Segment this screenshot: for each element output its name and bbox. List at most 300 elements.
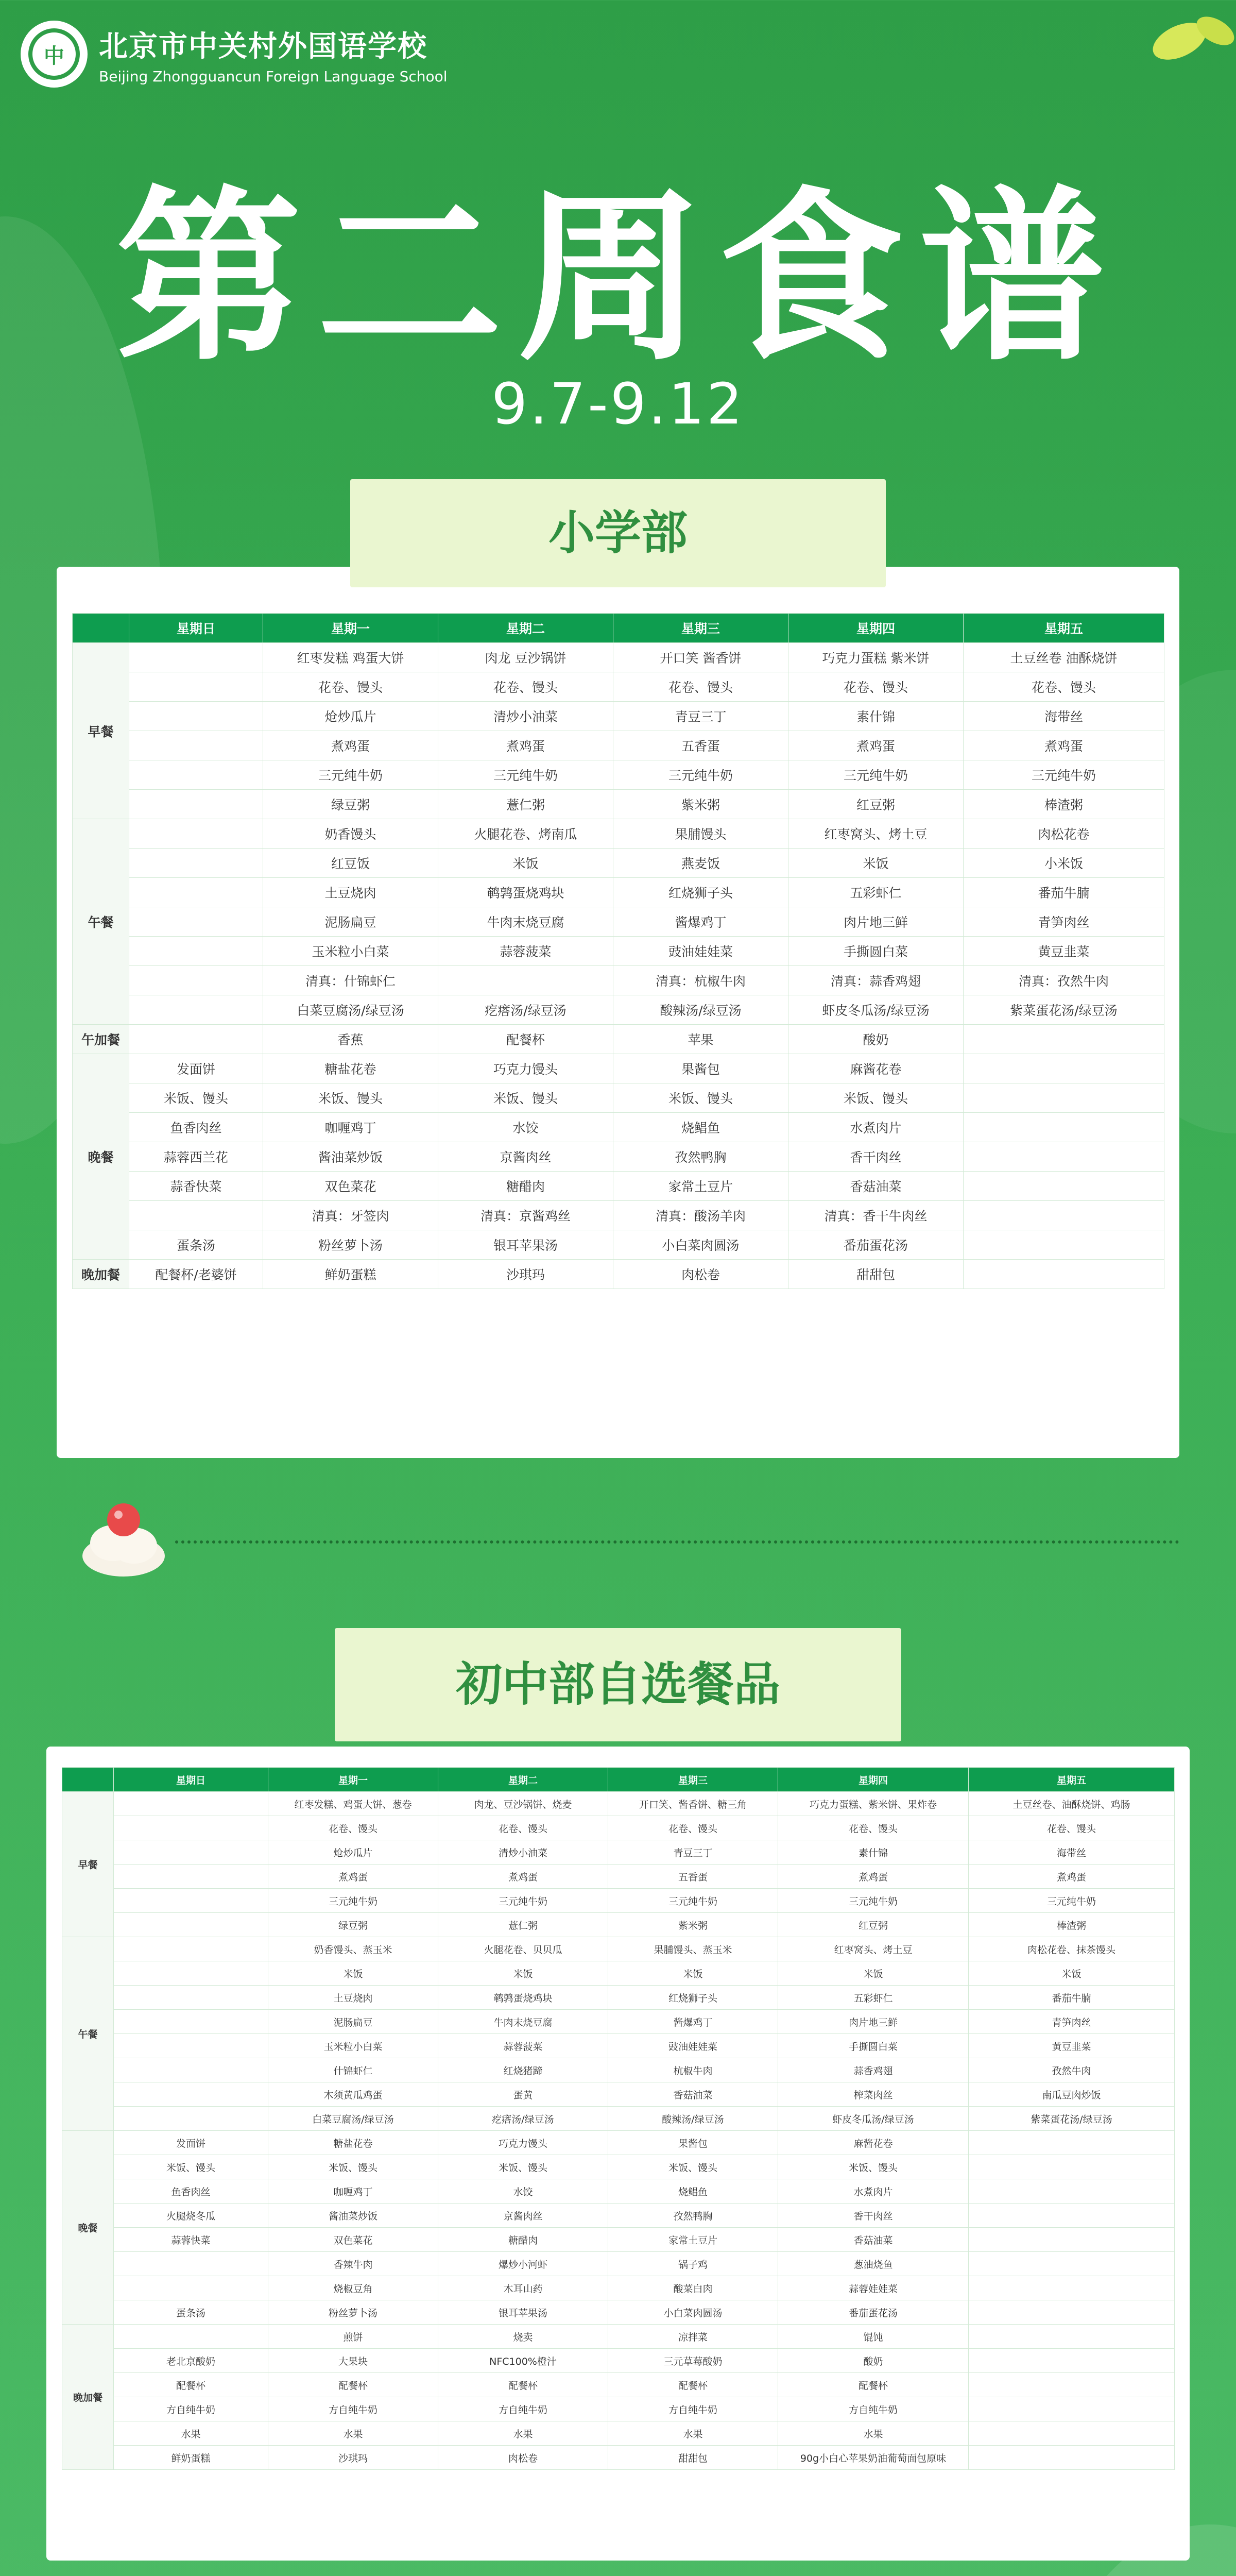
menu-cell xyxy=(129,937,263,966)
table-row xyxy=(73,643,1164,672)
menu-cell: 牛肉末烧豆腐 xyxy=(438,907,613,937)
menu-cell: 米饭、馒头 xyxy=(608,2155,778,2179)
menu-cell: 青豆三丁 xyxy=(613,702,788,731)
menu-cell: 咖喱鸡丁 xyxy=(263,1113,438,1142)
header-cell-day: 星期一 xyxy=(263,614,438,643)
table-row xyxy=(62,2179,1175,2204)
header-cell-blank xyxy=(62,1768,114,1792)
menu-cell: 豉油娃娃菜 xyxy=(613,937,788,966)
menu-cell: 京酱肉丝 xyxy=(438,2204,608,2228)
menu-cell: 米饭 xyxy=(268,1961,438,1986)
menu-cell: 香干肉丝 xyxy=(778,2204,969,2228)
menu-cell: 木须黄瓜鸡蛋 xyxy=(268,2082,438,2107)
meal-label: 晚餐 xyxy=(62,2131,114,2325)
menu-cell: 银耳苹果汤 xyxy=(438,2300,608,2325)
table-row xyxy=(62,2155,1175,2179)
menu-cell: 果酱包 xyxy=(613,1054,788,1083)
menu-cell: 番茄蛋花汤 xyxy=(788,1230,964,1260)
menu-cell: 南瓜豆肉炒饭 xyxy=(969,2082,1175,2107)
menu-cell: 水煮肉片 xyxy=(788,1113,964,1142)
menu-cell: 奶香馒头 xyxy=(263,819,438,849)
menu-cell: 鲜奶蛋糕 xyxy=(114,2446,268,2470)
meal-label: 晚加餐 xyxy=(73,1260,129,1289)
menu-cell: 清真：什锦虾仁 xyxy=(263,966,438,995)
menu-cell: 果脯馒头 xyxy=(613,819,788,849)
menu-cell: 酱油菜炒饭 xyxy=(263,1142,438,1172)
menu-cell: 肉松卷 xyxy=(438,2446,608,2470)
menu-cell: 燕麦饭 xyxy=(613,849,788,878)
menu-cell: 五香蛋 xyxy=(613,731,788,760)
menu-cell: 清真：孜然牛肉 xyxy=(964,966,1164,995)
menu-cell: 红豆饭 xyxy=(263,849,438,878)
table-row xyxy=(62,2397,1175,2421)
menu-cell: 炝炒瓜片 xyxy=(268,1840,438,1865)
menu-cell: 大果块 xyxy=(268,2349,438,2373)
menu-cell: 巧克力馒头 xyxy=(438,1054,613,1083)
menu-cell: 小白菜肉圆汤 xyxy=(608,2300,778,2325)
menu-cell: 米饭 xyxy=(438,849,613,878)
menu-cell: 三元草莓酸奶 xyxy=(608,2349,778,2373)
menu-cell: 红豆粥 xyxy=(778,1913,969,1937)
table-row xyxy=(73,907,1164,937)
table-row xyxy=(62,1913,1175,1937)
menu-cell xyxy=(129,819,263,849)
menu-cell xyxy=(969,2276,1175,2300)
table-row xyxy=(62,2228,1175,2252)
menu-cell: 香干肉丝 xyxy=(788,1142,964,1172)
table-row xyxy=(62,2421,1175,2446)
menu-cell: 京酱肉丝 xyxy=(438,1142,613,1172)
leaf-decoration xyxy=(1148,10,1236,72)
menu-cell: 香菇油菜 xyxy=(788,1172,964,1201)
header-cell-day: 星期日 xyxy=(129,614,263,643)
menu-cell: 玉米粒小白菜 xyxy=(263,937,438,966)
menu-cell: 红豆粥 xyxy=(788,790,964,819)
meal-label: 午餐 xyxy=(62,1937,114,2131)
menu-cell: 紫米粥 xyxy=(613,790,788,819)
menu-cell: 三元纯牛奶 xyxy=(608,1889,778,1913)
menu-cell: 煮鸡蛋 xyxy=(778,1865,969,1889)
menu-cell: 酸辣汤/绿豆汤 xyxy=(608,2107,778,2131)
table-row xyxy=(73,1230,1164,1260)
menu-cell: 肉片地三鲜 xyxy=(778,2010,969,2034)
menu-cell: 煮鸡蛋 xyxy=(438,731,613,760)
menu-cell: 糖盐花卷 xyxy=(268,2131,438,2155)
menu-cell: 蛋黄 xyxy=(438,2082,608,2107)
menu-cell: 清真：香干牛肉丝 xyxy=(788,1201,964,1230)
table-row xyxy=(62,1889,1175,1913)
menu-cell xyxy=(114,1937,268,1961)
menu-cell xyxy=(129,672,263,702)
menu-cell: 米饭 xyxy=(438,1961,608,1986)
menu-cell: 肉松花卷 xyxy=(964,819,1164,849)
menu-cell: 花卷、馒头 xyxy=(613,672,788,702)
table-row xyxy=(73,995,1164,1025)
table-row xyxy=(62,1865,1175,1889)
menu-cell xyxy=(964,1054,1164,1083)
menu-cell: 酸辣汤/绿豆汤 xyxy=(613,995,788,1025)
table-row xyxy=(62,1816,1175,1840)
menu-cell: 疙瘩汤/绿豆汤 xyxy=(438,2107,608,2131)
menu-cell: 水饺 xyxy=(438,1113,613,1142)
table-row xyxy=(62,2131,1175,2155)
menu-cell: 红烧猪蹄 xyxy=(438,2058,608,2082)
menu-cell: 开口笑 酱香饼 xyxy=(613,643,788,672)
menu-cell: 配餐杯 xyxy=(608,2373,778,2397)
menu-cell: 米饭、馒头 xyxy=(438,2155,608,2179)
table-row xyxy=(62,2107,1175,2131)
menu-cell: 发面饼 xyxy=(114,2131,268,2155)
menu-cell: 鱼香肉丝 xyxy=(129,1113,263,1142)
menu-cell: 红烧狮子头 xyxy=(608,1986,778,2010)
menu-cell: 三元纯牛奶 xyxy=(263,760,438,790)
menu-cell: 火腿烧冬瓜 xyxy=(114,2204,268,2228)
meal-label: 午加餐 xyxy=(73,1025,129,1054)
table-row xyxy=(73,1054,1164,1083)
menu-cell: 烧鲳鱼 xyxy=(613,1113,788,1142)
menu-cell: 巧克力蛋糕 紫米饼 xyxy=(788,643,964,672)
menu-cell: 花卷、馒头 xyxy=(268,1816,438,1840)
menu-cell: 手撕圆白菜 xyxy=(788,937,964,966)
menu-cell: 方自纯牛奶 xyxy=(114,2397,268,2421)
table-row xyxy=(62,1986,1175,2010)
menu-cell: 花卷、馒头 xyxy=(788,672,964,702)
menu-cell: 紫菜蛋花汤/绿豆汤 xyxy=(964,995,1164,1025)
menu-cell: 火腿花卷、贝贝瓜 xyxy=(438,1937,608,1961)
date-range: 9.7-9.12 xyxy=(491,371,745,437)
menu-cell: 什锦虾仁 xyxy=(268,2058,438,2082)
menu-cell xyxy=(969,2228,1175,2252)
menu-cell xyxy=(114,1889,268,1913)
table-row xyxy=(73,819,1164,849)
menu-cell: 三元纯牛奶 xyxy=(438,1889,608,1913)
menu-cell: 土豆烧肉 xyxy=(263,878,438,907)
menu-cell xyxy=(114,1961,268,1986)
menu-cell: 红烧狮子头 xyxy=(613,878,788,907)
menu-cell: 水果 xyxy=(608,2421,778,2446)
menu-cell: 虾皮冬瓜汤/绿豆汤 xyxy=(778,2107,969,2131)
menu-cell: 孜然牛肉 xyxy=(969,2058,1175,2082)
table-header-row xyxy=(73,614,1164,643)
menu-cell: 海带丝 xyxy=(964,702,1164,731)
menu-cell: 开口笑、酱香饼、糖三角 xyxy=(608,1792,778,1816)
menu-cell: 孜然鸭胸 xyxy=(613,1142,788,1172)
menu-cell: 煮鸡蛋 xyxy=(268,1865,438,1889)
menu-cell: 炝炒瓜片 xyxy=(263,702,438,731)
menu-cell: 酸奶 xyxy=(778,2349,969,2373)
menu-cell: 麻酱花卷 xyxy=(778,2131,969,2155)
menu-cell: 紫米粥 xyxy=(608,1913,778,1937)
menu-cell: 火腿花卷、烤南瓜 xyxy=(438,819,613,849)
table-row xyxy=(73,1172,1164,1201)
menu-cell: 榨菜肉丝 xyxy=(778,2082,969,2107)
menu-cell: 老北京酸奶 xyxy=(114,2349,268,2373)
menu-cell: 配餐杯 xyxy=(268,2373,438,2397)
table-row xyxy=(73,702,1164,731)
menu-cell: 鲜奶蛋糕 xyxy=(263,1260,438,1289)
menu-cell xyxy=(438,966,613,995)
menu-cell xyxy=(114,2034,268,2058)
menu-cell: 海带丝 xyxy=(969,1840,1175,1865)
table-row xyxy=(73,672,1164,702)
menu-cell: 三元纯牛奶 xyxy=(964,760,1164,790)
menu-cell: 素什锦 xyxy=(778,1840,969,1865)
menu-cell: 香菇油菜 xyxy=(608,2082,778,2107)
menu-cell: 红枣发糕 鸡蛋大饼 xyxy=(263,643,438,672)
table-row xyxy=(62,2034,1175,2058)
menu-cell xyxy=(969,2179,1175,2204)
table-row xyxy=(62,2349,1175,2373)
menu-cell: 番茄牛腩 xyxy=(969,1986,1175,2010)
menu-cell: 黄豆韭菜 xyxy=(964,937,1164,966)
header-cell-blank xyxy=(73,614,129,643)
menu-cell: 三元纯牛奶 xyxy=(268,1889,438,1913)
school-logo xyxy=(21,21,88,88)
menu-cell: 三元纯牛奶 xyxy=(438,760,613,790)
menu-cell xyxy=(129,995,263,1025)
menu-cell: 小米饭 xyxy=(964,849,1164,878)
menu-cell xyxy=(114,2276,268,2300)
menu-cell xyxy=(964,1172,1164,1201)
menu-cell: 方自纯牛奶 xyxy=(438,2397,608,2421)
header-cell-day: 星期四 xyxy=(788,614,964,643)
menu-cell: 甜甜包 xyxy=(788,1260,964,1289)
menu-cell: 米饭 xyxy=(778,1961,969,1986)
menu-cell: 配餐杯 xyxy=(438,2373,608,2397)
menu-cell: 咖喱鸡丁 xyxy=(268,2179,438,2204)
menu-cell: 配餐杯 xyxy=(438,1025,613,1054)
table-row xyxy=(73,849,1164,878)
menu-cell: 花卷、馒头 xyxy=(969,1816,1175,1840)
menu-cell: 米饭、馒头 xyxy=(788,1083,964,1113)
header-cell-day: 星期三 xyxy=(613,614,788,643)
menu-cell xyxy=(969,2300,1175,2325)
menu-cell: 方自纯牛奶 xyxy=(608,2397,778,2421)
table-row xyxy=(62,2300,1175,2325)
menu-cell: 蒜香鸡翅 xyxy=(778,2058,969,2082)
menu-cell xyxy=(114,2252,268,2276)
table-row xyxy=(62,2252,1175,2276)
menu-cell: 糖盐花卷 xyxy=(263,1054,438,1083)
menu-cell: 水果 xyxy=(268,2421,438,2446)
menu-cell: 发面饼 xyxy=(129,1054,263,1083)
menu-cell xyxy=(129,731,263,760)
middle-section-title: 初中部自选餐品 xyxy=(335,1628,901,1741)
header-cell-day: 星期一 xyxy=(268,1768,438,1792)
menu-cell: 鹌鹑蛋烧鸡块 xyxy=(438,1986,608,2010)
header-cell-day: 星期五 xyxy=(969,1768,1175,1792)
menu-cell: 米饭 xyxy=(788,849,964,878)
menu-cell: 水果 xyxy=(438,2421,608,2446)
menu-cell: 花卷、馒头 xyxy=(608,1816,778,1840)
menu-cell: 蛋条汤 xyxy=(114,2300,268,2325)
menu-cell xyxy=(114,1986,268,2010)
menu-cell xyxy=(964,1142,1164,1172)
menu-cell: NFC100%橙汁 xyxy=(438,2349,608,2373)
menu-cell xyxy=(969,2131,1175,2155)
menu-cell: 蛋条汤 xyxy=(129,1230,263,1260)
meal-label: 晚加餐 xyxy=(62,2325,114,2470)
menu-cell: 米饭、馒头 xyxy=(778,2155,969,2179)
school-name-en: Beijing Zhongguancun Foreign Language School xyxy=(99,67,448,85)
menu-cell xyxy=(129,702,263,731)
menu-cell: 五香蛋 xyxy=(608,1865,778,1889)
menu-cell: 水饺 xyxy=(438,2179,608,2204)
menu-cell: 肉片地三鲜 xyxy=(788,907,964,937)
menu-cell: 蒜蓉娃娃菜 xyxy=(778,2276,969,2300)
menu-cell: 杭椒牛肉 xyxy=(608,2058,778,2082)
meal-label: 早餐 xyxy=(73,643,129,819)
table-row xyxy=(73,1201,1164,1230)
page-title: 第二周食谱 xyxy=(116,170,1120,386)
menu-cell: 绿豆粥 xyxy=(268,1913,438,1937)
table-row xyxy=(73,731,1164,760)
menu-cell: 酱爆鸡丁 xyxy=(608,2010,778,2034)
menu-cell: 清真：蒜香鸡翅 xyxy=(788,966,964,995)
menu-cell: 水煮肉片 xyxy=(778,2179,969,2204)
menu-cell: 花卷、馒头 xyxy=(778,1816,969,1840)
menu-cell: 红枣发糕、鸡蛋大饼、葱卷 xyxy=(268,1792,438,1816)
menu-cell xyxy=(964,1113,1164,1142)
menu-cell: 蒜蓉菠菜 xyxy=(438,937,613,966)
menu-cell: 花卷、馒头 xyxy=(438,1816,608,1840)
menu-cell: 素什锦 xyxy=(788,702,964,731)
menu-cell: 配餐杯 xyxy=(778,2373,969,2397)
menu-cell xyxy=(114,1792,268,1816)
menu-cell: 香蕉 xyxy=(263,1025,438,1054)
menu-cell: 土豆烧肉 xyxy=(268,1986,438,2010)
menu-cell: 巧克力蛋糕、紫米饼、果炸卷 xyxy=(778,1792,969,1816)
menu-cell: 绿豆粥 xyxy=(263,790,438,819)
table-row xyxy=(62,2276,1175,2300)
menu-cell: 酸奶 xyxy=(788,1025,964,1054)
menu-cell: 方自纯牛奶 xyxy=(778,2397,969,2421)
header-cell-day: 星期二 xyxy=(438,614,613,643)
menu-cell: 葱油烧鱼 xyxy=(778,2252,969,2276)
menu-cell: 肉龙 豆沙锅饼 xyxy=(438,643,613,672)
menu-cell: 米饭、馒头 xyxy=(129,1083,263,1113)
menu-cell: 鱼香肉丝 xyxy=(114,2179,268,2204)
menu-cell xyxy=(114,1840,268,1865)
menu-cell: 米饭、馒头 xyxy=(438,1083,613,1113)
menu-cell xyxy=(969,2397,1175,2421)
table-row xyxy=(62,2058,1175,2082)
menu-cell: 五彩虾仁 xyxy=(788,878,964,907)
menu-cell: 肉松卷 xyxy=(613,1260,788,1289)
menu-cell xyxy=(129,643,263,672)
divider-1 xyxy=(175,1540,1179,1544)
menu-cell: 烧鲳鱼 xyxy=(608,2179,778,2204)
school-logo-mark: 中 xyxy=(28,28,80,80)
menu-cell: 蒜香快菜 xyxy=(129,1172,263,1201)
menu-cell: 木耳山药 xyxy=(438,2276,608,2300)
table-row xyxy=(73,1083,1164,1113)
menu-cell: 糖醋肉 xyxy=(438,1172,613,1201)
menu-cell: 煮鸡蛋 xyxy=(438,1865,608,1889)
menu-cell: 薏仁粥 xyxy=(438,790,613,819)
menu-cell: 肉松花卷、抹茶馒头 xyxy=(969,1937,1175,1961)
menu-cell: 清真：牙签肉 xyxy=(263,1201,438,1230)
menu-cell: 手撕圆白菜 xyxy=(778,2034,969,2058)
menu-cell: 锅子鸡 xyxy=(608,2252,778,2276)
menu-cell xyxy=(969,2349,1175,2373)
menu-cell xyxy=(114,2107,268,2131)
menu-cell: 清真：京酱鸡丝 xyxy=(438,1201,613,1230)
menu-cell: 棒渣粥 xyxy=(964,790,1164,819)
menu-cell: 奶香馒头、蒸玉米 xyxy=(268,1937,438,1961)
menu-cell: 三元纯牛奶 xyxy=(969,1889,1175,1913)
table-row xyxy=(62,1840,1175,1865)
menu-cell: 花卷、馒头 xyxy=(438,672,613,702)
menu-cell: 煮鸡蛋 xyxy=(263,731,438,760)
menu-cell: 巧克力馒头 xyxy=(438,2131,608,2155)
table-row xyxy=(62,2325,1175,2349)
header-cell-day: 星期二 xyxy=(438,1768,608,1792)
menu-cell: 米饭、馒头 xyxy=(114,2155,268,2179)
menu-cell: 凉拌菜 xyxy=(608,2325,778,2349)
menu-cell xyxy=(969,2446,1175,2470)
menu-cell: 鹌鹑蛋烧鸡块 xyxy=(438,878,613,907)
menu-cell: 米饭、馒头 xyxy=(268,2155,438,2179)
table-row xyxy=(73,790,1164,819)
table-row xyxy=(73,966,1164,995)
menu-cell xyxy=(129,907,263,937)
menu-cell: 牛肉末烧豆腐 xyxy=(438,2010,608,2034)
menu-cell: 煮鸡蛋 xyxy=(964,731,1164,760)
menu-cell: 清真：杭椒牛肉 xyxy=(613,966,788,995)
school-name-cn: 北京市中关村外国语学校 xyxy=(99,29,427,63)
menu-cell: 银耳苹果汤 xyxy=(438,1230,613,1260)
menu-cell: 香辣牛肉 xyxy=(268,2252,438,2276)
menu-cell xyxy=(964,1083,1164,1113)
menu-cell xyxy=(964,1201,1164,1230)
menu-cell: 红枣窝头、烤土豆 xyxy=(788,819,964,849)
table-row xyxy=(62,2373,1175,2397)
menu-cell xyxy=(969,2155,1175,2179)
menu-cell: 泥肠扁豆 xyxy=(263,907,438,937)
menu-cell xyxy=(969,2325,1175,2349)
menu-cell: 蒜蓉西兰花 xyxy=(129,1142,263,1172)
header-cell-day: 星期五 xyxy=(964,614,1164,643)
primary-menu-table xyxy=(72,613,1164,1289)
menu-cell: 沙琪玛 xyxy=(438,1260,613,1289)
menu-cell: 孜然鸭胸 xyxy=(608,2204,778,2228)
menu-cell: 黄豆韭菜 xyxy=(969,2034,1175,2058)
menu-cell xyxy=(129,849,263,878)
menu-cell xyxy=(969,2204,1175,2228)
table-row xyxy=(62,1961,1175,1986)
menu-cell: 白菜豆腐汤/绿豆汤 xyxy=(268,2107,438,2131)
menu-cell: 花卷、馒头 xyxy=(964,672,1164,702)
menu-cell: 番茄牛腩 xyxy=(964,878,1164,907)
menu-cell: 清炒小油菜 xyxy=(438,1840,608,1865)
menu-cell: 薏仁粥 xyxy=(438,1913,608,1937)
menu-cell: 蒜蓉快菜 xyxy=(114,2228,268,2252)
menu-cell: 沙琪玛 xyxy=(268,2446,438,2470)
menu-cell: 土豆丝卷 油酥烧饼 xyxy=(964,643,1164,672)
menu-cell: 豉油娃娃菜 xyxy=(608,2034,778,2058)
menu-cell xyxy=(964,1260,1164,1289)
menu-cell xyxy=(114,2010,268,2034)
menu-cell xyxy=(129,1201,263,1230)
menu-cell: 三元纯牛奶 xyxy=(788,760,964,790)
menu-cell: 五彩虾仁 xyxy=(778,1986,969,2010)
menu-cell: 酱爆鸡丁 xyxy=(613,907,788,937)
menu-cell: 双色菜花 xyxy=(268,2228,438,2252)
meal-label: 晚餐 xyxy=(73,1054,129,1260)
cake-icon xyxy=(77,1494,170,1587)
header-cell-day: 星期四 xyxy=(778,1768,969,1792)
